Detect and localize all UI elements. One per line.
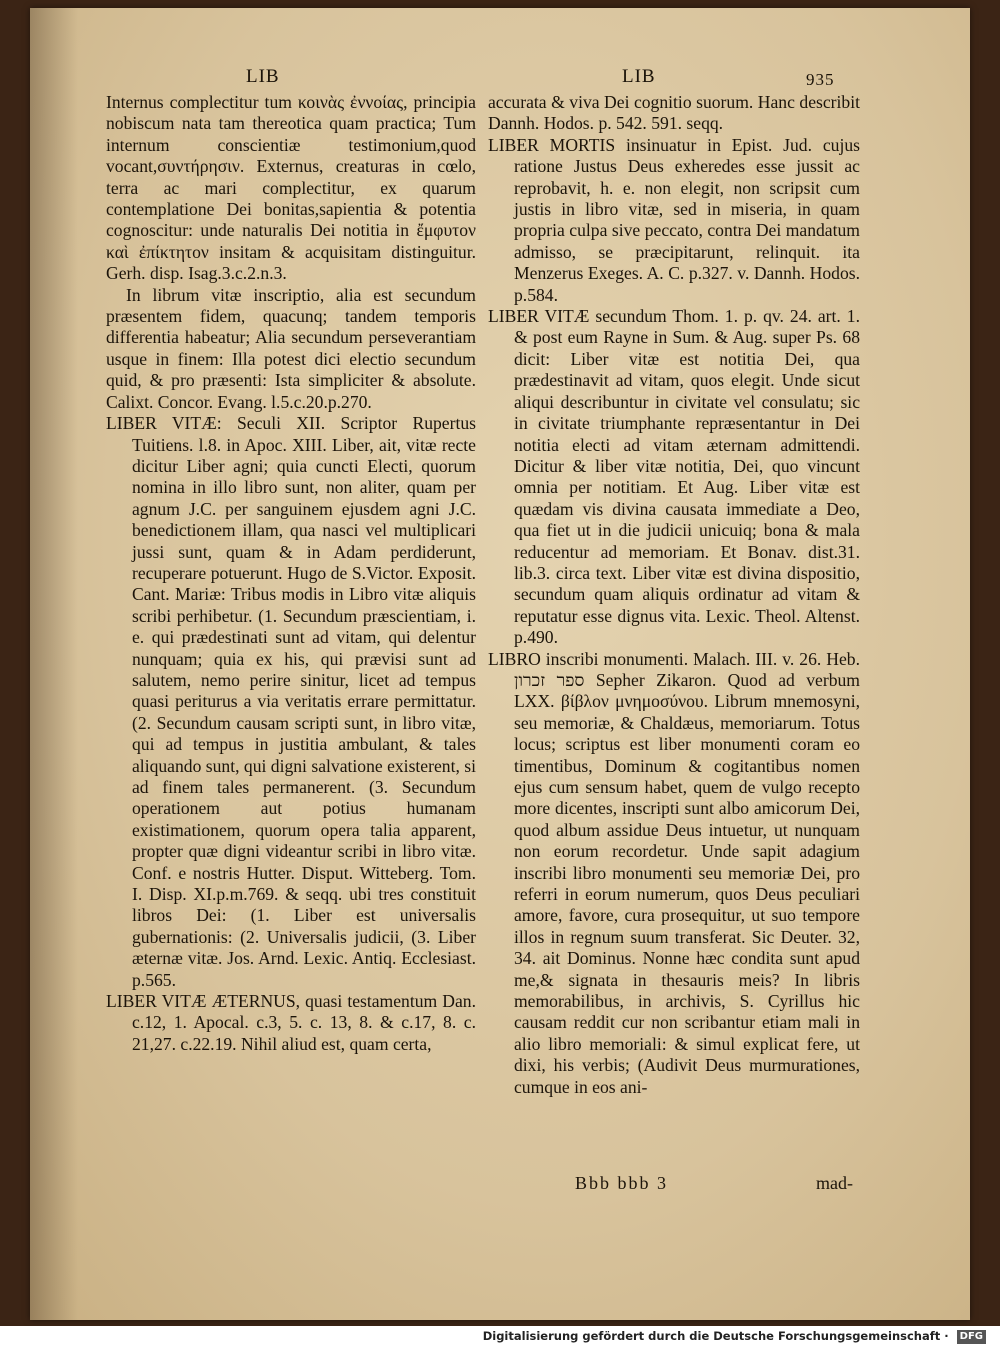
catchword: mad- xyxy=(816,1173,853,1193)
right-column xyxy=(488,92,860,1098)
right-paragraph-1: accurata & viva Dei cognitio suorum. Hanc describit Dannh. Hodos. p. 542. 591. seqq. xyxy=(488,92,860,134)
page-number: 935 xyxy=(806,70,835,89)
left-paragraph-2: In librum vitæ inscriptio, alia est secundum præsentem fidem, quacunq; tandem temporis differentia habeatur; Alia secundum perseverantiam usque in finem: Illa potest dici electio secundum quid, & pro præsenti: Ista simpliciter & absolute. Calixt. Concor. Evang. l.5.c.20.p.270. xyxy=(106,284,476,412)
signature-mark: Bbb bbb 3 xyxy=(575,1173,669,1193)
dfg-logo: DFG xyxy=(957,1330,986,1344)
footer-text: Digitalisierung gefördert durch die Deutsche Forschungsgemeinschaft · xyxy=(482,1329,949,1343)
left-running-head: LIB xyxy=(246,66,280,87)
right-entry-libro-inscribi: LIBRO inscribi monumenti. Malach. III. v. 26. Heb. ספר זכרון Sepher Zikaron. Quod ad verbum LXX. βίβλον μνημοσύνου. Librum mnemosyni, seu memoriæ, & Chaldæus, memoriarum. Totus locus; scriptus est liber monumenti coram eo timentibus, Dominum & cogitantibus nomen ejus cum sensum habet, quem de vulgo recepto more dicentes, inscripti sunt albo amicorum Dei, quod album assidue Deus intuetur, ut nunquam non eorum recordetur. Unde sapit adagium inscribi libro monumenti seu memoriæ Dei, pro referri in eorum numerum, quos Deus peculiari amore, favore, cura prosequitur, ut suo tempore illos in regnum suum transferat. Sic Deuter. 32, 34. ait Dominus. Nonne hæc condita sunt apud me,& signata in thesauris meis? In libris memorabilibus, in archivis, S. Cyrillus hic causam reddit cur non scribantur etiam mali in alio libro memoriali: & simul explicat fere, ut dixi, his verbis; (Audivit Deus murmurationes, cumque in eos ani- xyxy=(488,648,860,1097)
left-entry-liber-vitae: LIBER VITÆ: Seculi XII. Scriptor Rupertus Tuitiens. l.8. in Apoc. XIII. Liber, ait, vitæ recte dicitur Liber agni; quia cuncti Electi, quorum nomina in illo libro sunt, non aliter, quam per agnum J.C. per sanguinem ejusdem agni J.C. benedictionem illam, qua nasci vel multiplicari jussi sunt, quam & in Adam perdiderunt, recuperare potuerunt. Hugo de S.Victor. Exposit. Cant. Mariæ: Tribus modis in Libro vitæ aliquis scribi perhibetur. (1. Secundum præscientiam, i. e. qui prædestinati sunt ad vitam, qui delentur nunquam; quia ex his, qui prævisi sunt ad salutem, nemo perire sinitur, licet ad tempus quasi periturus a via veritatis errare permittatur. (2. Secundum causam scripti sunt, in libro vitæ, qui ad tempus in justitia ambulant, & tales aliquando sunt, qui digni salvatione existerent, si ad finem tales permanerent. (3. Secundum operationem aut potius humanam existimationem, quorum opera talia apparent, propter quæ digni videantur scribi in libro vitæ. Conf. e nostris Hutter. Disput. Witteberg. Tom. I. Disp. XI.p.m.769. & seqq. ubi tres constituit libros Dei: (1. Liber est universalis gubernationis: (2. Universalis judicii, (3. Liber æternæ vitæ. Jos. Arnd. Lexic. Antiq. Ecclesiast. p.565. xyxy=(106,413,476,990)
gutter-shadow xyxy=(30,8,78,1320)
scanned-page xyxy=(30,8,970,1320)
right-running-head: LIB xyxy=(622,66,656,87)
left-column xyxy=(106,92,476,1055)
right-entry-liber-vitae: LIBER VITÆ secundum Thom. 1. p. qv. 24. art. 1. & post eum Rayne in Sum. & Aug. super Ps. 68 dicit: Liber vitæ est notitia Dei, qua prædestinavit ad vitam, quos elegit. Unde sicut aliqui describuntur in civitate vel consulatu; sic in civitate triumphante repræsentantur in Dei notitia electi ad vitam æternam admittendi. Dicitur & liber vitæ notitia, Dei, quo vincunt omnia per notitiam. Et Aug. Liber vitæ est quædam vis divina causata immediate a Deo, qua fiet ut in die judicii unicuiq; bona & mala reducentur ad memoriam. Et Bonav. dist.31. lib.3. circa text. Liber vitæ est divina dispositio, secundum quam aliquis ordinatur ad vitam & reputatur esse dignus vita. Lexic. Theol. Altenst. p.490. xyxy=(488,306,860,648)
digitization-footer xyxy=(0,1326,1000,1347)
right-entry-liber-mortis: LIBER MORTIS insinuatur in Epist. Jud. cujus ratione Justus Deus exheredes esse jussit ac reprobavit, h. e. non elegit, non scripsit cum justis in libro vitæ, sed in miseria, in quam propria culpa sive peccato, contra Dei mandatum admisso, se præcipitarunt, relinquit. ita Menzerus Exeges. A. C. p.327. v. Dannh. Hodos. p.584. xyxy=(488,134,860,305)
left-entry-liber-vitae-aeternus: LIBER VITÆ ÆTERNUS, quasi testamentum Dan. c.12, 1. Apocal. c.3, 5. c. 13, 8. & c.17, 8. c. 21,27. c.22.19. Nihil aliud est, quam certa, xyxy=(106,991,476,1054)
left-paragraph-1: Internus complectitur tum κοινὰς ἐννοίας, principia nobiscum nata tam thereotica quam practica; Tum internum conscientiæ testimonium,quod vocant,συντήρησιν. Externus, creaturas in cœlo, terra ac mari complectitur, ex quarum contemplatione Dei bonitas,sapientia & potentia cognoscitur: unde naturalis Dei notitia in ἔμφυτον καὶ ἐπίκτητον insitam & acquisitam distinguitur. Gerh. disp. Isag.3.c.2.n.3. xyxy=(106,92,476,284)
